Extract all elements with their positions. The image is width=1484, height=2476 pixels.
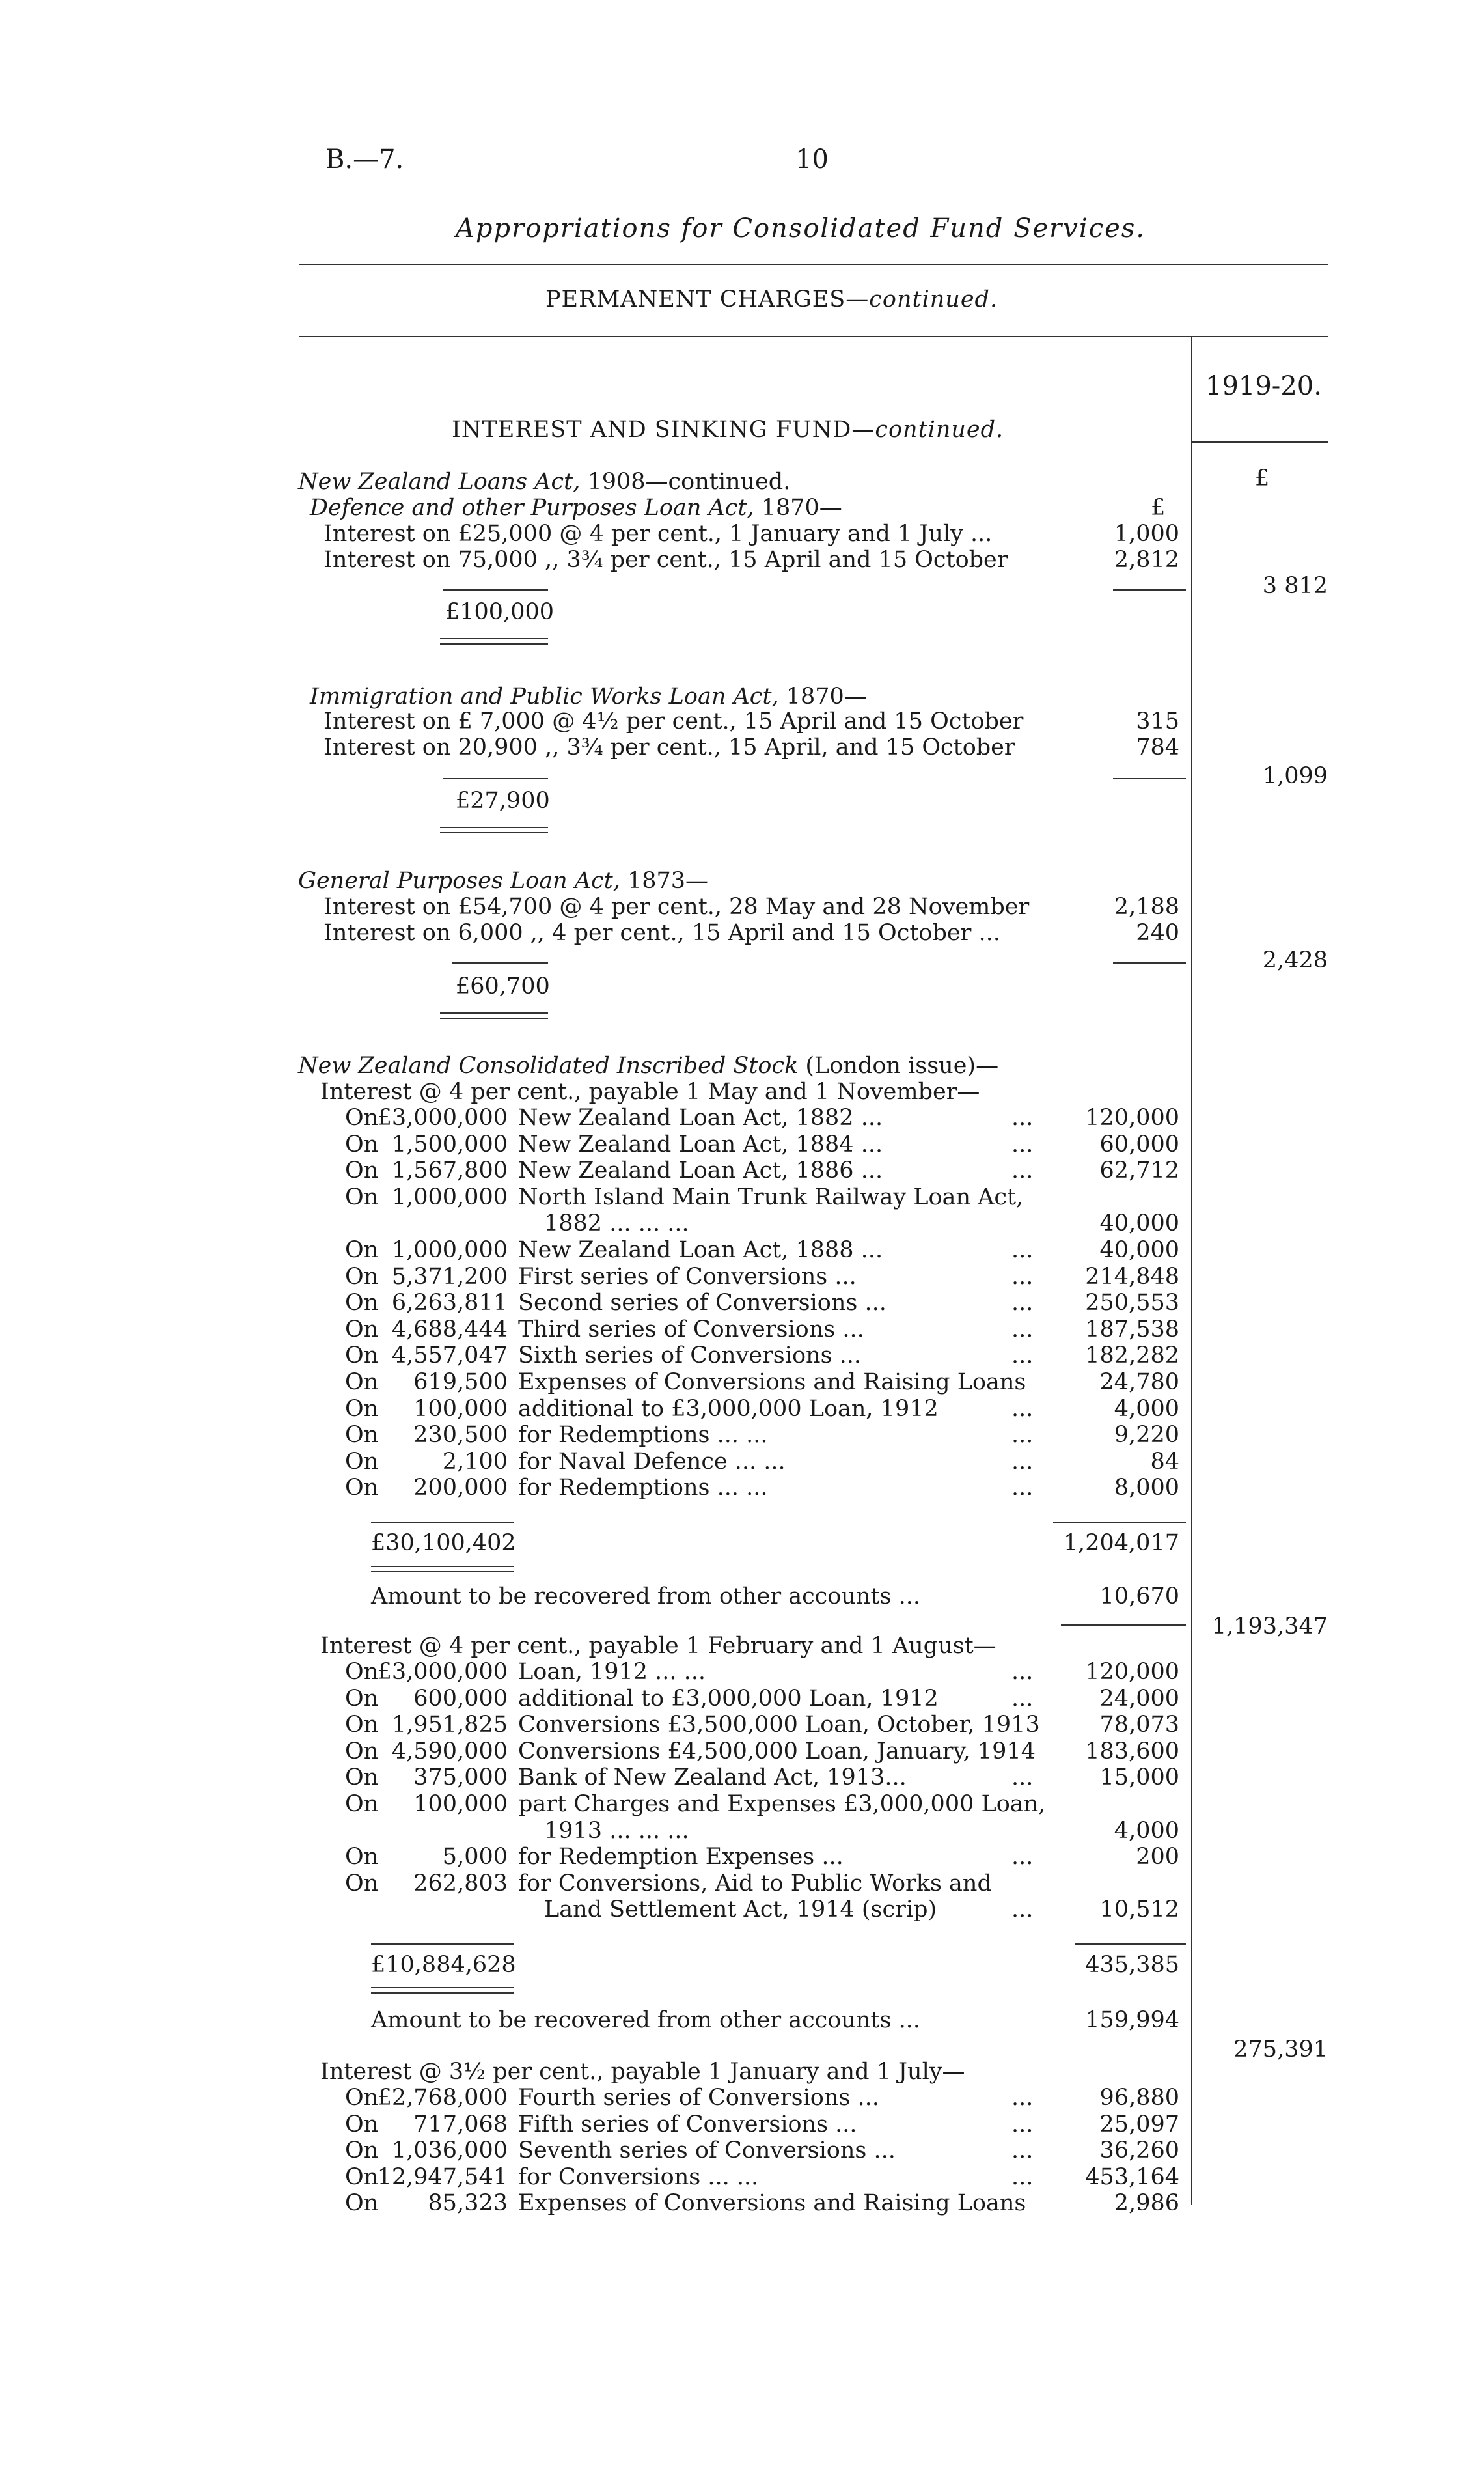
row-capital-amount: 4,557,047 (391, 1342, 508, 1369)
row-interest-value: 183,600 (1085, 1738, 1179, 1764)
row-capital-amount: 100,000 (413, 1791, 508, 1817)
stock-group2-intro: Interest @ 4 per cent., payable 1 February and 1 August— (320, 1633, 996, 1659)
row-description: Second series of Conversions ... (518, 1290, 886, 1316)
row-capital-amount: 1,036,000 (391, 2137, 508, 2164)
row-description: Third series of Conversions ... (518, 1316, 864, 1342)
defence-line-2: Interest on 75,000 ,, 3¾ per cent., 15 April and 15 October (323, 547, 1008, 573)
row-interest-value: 120,000 (1085, 1105, 1179, 1131)
row-interest-value: 36,260 (1099, 2137, 1179, 2164)
stock-group1-double-rule-b (371, 1571, 514, 1572)
row-on-label: On (345, 1395, 379, 1422)
general-capital-total: £60,700 (456, 973, 550, 999)
row-description: part Charges and Expenses £3,000,000 Loan, (518, 1791, 1046, 1817)
row-interest-value: 10,512 (1099, 1897, 1179, 1923)
row-leader-dots: ... (1011, 1316, 1034, 1342)
row-interest-value: 60,000 (1099, 1131, 1179, 1158)
row-interest-value: 25,097 (1099, 2111, 1179, 2137)
row-on-label: On (345, 1659, 379, 1685)
immigration-capital-total: £27,900 (456, 788, 550, 814)
row-interest-value: 96,880 (1099, 2085, 1179, 2111)
row-description: New Zealand Loan Act, 1888 ... (518, 1237, 883, 1263)
row-description: for Redemption Expenses ... (518, 1844, 844, 1871)
row-on-label: On (345, 1105, 379, 1131)
row-interest-value: 62,712 (1099, 1158, 1179, 1184)
row-on-label: On (345, 1448, 379, 1475)
stock-group1-net-rule (1061, 1624, 1186, 1626)
row-description: for Naval Defence ... ... (518, 1448, 786, 1475)
row-on-label: On (345, 1316, 379, 1342)
doc-code: B.—7. (325, 145, 404, 174)
stock-group1-double-rule-a (371, 1566, 514, 1567)
row-description: for Redemptions ... ... (518, 1422, 768, 1449)
row-description: New Zealand Loan Act, 1886 ... (518, 1158, 883, 1184)
page-title: Appropriations for Consolidated Fund Services. (456, 214, 1146, 243)
defence-amount-2: 2,812 (1114, 547, 1179, 573)
defence-total: 3 812 (1262, 573, 1328, 599)
stock-group2-double-rule-a (371, 1987, 514, 1988)
row-leader-dots: ... (1011, 1105, 1034, 1131)
row-leader-dots: ... (1011, 1475, 1034, 1501)
row-leader-dots: ... (1011, 2111, 1034, 2137)
row-on-label: On (345, 2085, 379, 2111)
row-interest-value: 4,000 (1114, 1817, 1179, 1844)
row-capital-amount: £3,000,000 (377, 1659, 508, 1685)
row-interest-value: 9,220 (1114, 1422, 1179, 1449)
general-sum-rule (1113, 962, 1186, 964)
row-capital-amount: 1,000,000 (391, 1237, 508, 1263)
stock-group1-total: 1,193,347 (1211, 1613, 1328, 1639)
immigration-double-rule-a (440, 827, 548, 828)
stock-group2-subtotal: 435,385 (1085, 1952, 1179, 1978)
row-capital-amount: 5,371,200 (391, 1263, 508, 1290)
pound-sign-total: £ (1255, 466, 1270, 492)
immigration-amount-2: 784 (1136, 734, 1179, 760)
row-interest-value: 15,000 (1099, 1764, 1179, 1791)
stock-group2-recover-label: Amount to be recovered from other accounts ... (371, 2007, 920, 2033)
row-interest-value: 453,164 (1085, 2163, 1179, 2190)
page-number: 10 (795, 145, 829, 174)
general-amount-2: 240 (1136, 920, 1179, 946)
row-leader-dots: ... (1011, 1422, 1034, 1449)
row-description: Fifth series of Conversions ... (518, 2111, 857, 2137)
immigration-line-1: Interest on £ 7,000 @ 4½ per cent., 15 April and 15 October (323, 708, 1024, 734)
immigration-total: 1,099 (1262, 763, 1328, 789)
row-capital-amount: £2,768,000 (377, 2085, 508, 2111)
row-capital-amount: 375,000 (413, 1764, 508, 1791)
header-rule (299, 264, 1328, 265)
row-on-label: On (345, 1131, 379, 1158)
row-leader-dots: ... (1011, 1897, 1034, 1923)
subtitle-rule (299, 336, 1328, 337)
defence-line-1: Interest on £25,000 @ 4 per cent., 1 January and 1 July ... (323, 521, 993, 547)
column-divider (1191, 336, 1192, 2205)
row-interest-value: 84 (1150, 1448, 1179, 1475)
row-leader-dots: ... (1011, 1342, 1034, 1369)
defence-capital-total: £100,000 (445, 599, 555, 625)
row-on-label: On (345, 1475, 379, 1501)
row-interest-value: 40,000 (1099, 1237, 1179, 1263)
general-double-rule-b (440, 1018, 548, 1019)
stock-group2-capital-rule (371, 1943, 514, 1945)
row-capital-amount: 4,688,444 (391, 1316, 508, 1342)
row-description: First series of Conversions ... (518, 1263, 857, 1290)
stock-heading: New Zealand Consolidated Inscribed Stock (London issue)— (298, 1053, 999, 1079)
row-interest-value: 250,553 (1085, 1290, 1179, 1316)
row-leader-dots: ... (1011, 1659, 1034, 1685)
defence-capital-rule (443, 589, 548, 591)
stock-group1-capital-total: £30,100,402 (371, 1530, 516, 1556)
row-capital-amount: 1,500,000 (391, 1131, 508, 1158)
general-capital-rule (452, 962, 548, 964)
row-capital-amount: 619,500 (413, 1369, 508, 1395)
defence-double-rule-b (440, 643, 548, 645)
row-capital-amount: 100,000 (413, 1395, 508, 1422)
row-capital-amount: 1,951,825 (391, 1712, 508, 1738)
general-total: 2,428 (1262, 947, 1328, 973)
row-on-label: On (345, 1184, 379, 1210)
row-interest-value: 78,073 (1099, 1712, 1179, 1738)
row-capital-amount: 4,590,000 (391, 1738, 508, 1764)
row-capital-amount: 2,100 (442, 1448, 508, 1475)
row-leader-dots: ... (1011, 1263, 1034, 1290)
year-heading-rule (1192, 441, 1328, 443)
row-interest-value: 4,000 (1114, 1395, 1179, 1422)
row-leader-dots: ... (1011, 1395, 1034, 1422)
stock-group1-sum-rule (1053, 1522, 1186, 1523)
row-on-label: On (345, 1422, 379, 1449)
row-interest-value: 200 (1136, 1844, 1179, 1871)
row-description: Expenses of Conversions and Raising Loans (518, 1369, 1026, 1395)
row-description: Bank of New Zealand Act, 1913... (518, 1764, 907, 1791)
stock-group1-intro: Interest @ 4 per cent., payable 1 May and 1 November— (320, 1079, 980, 1105)
section-title: INTEREST AND SINKING FUND—continued. (452, 417, 1004, 443)
stock-group2-capital-total: £10,884,628 (371, 1952, 516, 1978)
stock-group3-intro: Interest @ 3½ per cent., payable 1 January and 1 July— (320, 2059, 965, 2085)
stock-group2-total: 275,391 (1233, 2037, 1328, 2063)
row-capital-amount: 262,803 (413, 1870, 508, 1897)
general-amount-1: 2,188 (1114, 894, 1179, 920)
stock-group2-double-rule-b (371, 1992, 514, 1994)
row-description: North Island Main Trunk Railway Loan Act, (518, 1184, 1024, 1210)
row-interest-value: 8,000 (1114, 1475, 1179, 1501)
nz-loans-heading: New Zealand Loans Act, 1908—continued. (298, 469, 791, 495)
defence-double-rule-a (440, 638, 548, 639)
stock-group1-recover-value: 10,670 (1099, 1583, 1179, 1609)
row-on-label: On (345, 2163, 379, 2190)
row-on-label: On (345, 1158, 379, 1184)
row-leader-dots: ... (1011, 2085, 1034, 2111)
row-description: New Zealand Loan Act, 1884 ... (518, 1131, 883, 1158)
row-on-label: On (345, 1791, 379, 1817)
row-on-label: On (345, 1738, 379, 1764)
general-line-2: Interest on 6,000 ,, 4 per cent., 15 April and 15 October ... (323, 920, 1000, 946)
row-description: Conversions £4,500,000 Loan, January, 1914 (518, 1738, 1036, 1764)
row-description: 1882 ... ... ... (544, 1210, 689, 1237)
year-heading: 1919-20. (1205, 371, 1322, 401)
row-capital-amount: £3,000,000 (377, 1105, 508, 1131)
row-description: Loan, 1912 ... ... (518, 1659, 706, 1685)
row-on-label: On (345, 1870, 379, 1897)
row-interest-value: 24,780 (1099, 1369, 1179, 1395)
row-description: additional to £3,000,000 Loan, 1912 (518, 1685, 939, 1712)
row-capital-amount: 12,947,541 (377, 2163, 508, 2190)
row-description: for Conversions ... ... (518, 2163, 759, 2190)
row-description: Sixth series of Conversions ... (518, 1342, 862, 1369)
row-description: New Zealand Loan Act, 1882 ... (518, 1105, 883, 1131)
immigration-line-2: Interest on 20,900 ,, 3¾ per cent., 15 April, and 15 October (323, 734, 1015, 760)
row-interest-value: 2,986 (1114, 2190, 1179, 2217)
stock-group2-sum-rule (1075, 1943, 1186, 1945)
row-capital-amount: 1,000,000 (391, 1184, 508, 1210)
row-description: Land Settlement Act, 1914 (scrip) (544, 1897, 937, 1923)
row-on-label: On (345, 1844, 379, 1871)
row-on-label: On (345, 2111, 379, 2137)
row-leader-dots: ... (1011, 2163, 1034, 2190)
row-capital-amount: 717,068 (413, 2111, 508, 2137)
row-description: additional to £3,000,000 Loan, 1912 (518, 1395, 939, 1422)
immigration-capital-rule (443, 778, 548, 779)
row-capital-amount: 85,323 (428, 2190, 508, 2217)
row-description: Seventh series of Conversions ... (518, 2137, 896, 2164)
row-description: 1913 ... ... ... (544, 1817, 689, 1844)
stock-group2-recover-value: 159,994 (1085, 2007, 1179, 2033)
row-on-label: On (345, 1237, 379, 1263)
general-line-1: Interest on £54,700 @ 4 per cent., 28 May and 28 November (323, 894, 1030, 920)
row-on-label: On (345, 1263, 379, 1290)
row-leader-dots: ... (1011, 1844, 1034, 1871)
stock-group1-capital-rule (371, 1522, 514, 1523)
defence-sum-rule (1113, 589, 1186, 591)
row-interest-value: 214,848 (1085, 1263, 1179, 1290)
row-description: for Conversions, Aid to Public Works and (518, 1870, 992, 1897)
row-capital-amount: 1,567,800 (391, 1158, 508, 1184)
row-leader-dots: ... (1011, 1131, 1034, 1158)
immigration-double-rule-b (440, 832, 548, 833)
immigration-sum-rule (1113, 778, 1186, 779)
stock-group1-subtotal: 1,204,017 (1063, 1530, 1179, 1556)
row-leader-dots: ... (1011, 1237, 1034, 1263)
general-heading: General Purposes Loan Act, 1873— (298, 868, 709, 894)
row-on-label: On (345, 2137, 379, 2164)
row-leader-dots: ... (1011, 2137, 1034, 2164)
general-double-rule-a (440, 1012, 548, 1014)
row-interest-value: 187,538 (1085, 1316, 1179, 1342)
row-leader-dots: ... (1011, 1290, 1034, 1316)
row-capital-amount: 600,000 (413, 1685, 508, 1712)
row-description: Fourth series of Conversions ... (518, 2085, 879, 2111)
row-on-label: On (345, 1369, 379, 1395)
row-leader-dots: ... (1011, 1158, 1034, 1184)
row-leader-dots: ... (1011, 1448, 1034, 1475)
section-subtitle: PERMANENT CHARGES—continued. (545, 286, 998, 313)
row-capital-amount: 200,000 (413, 1475, 508, 1501)
immigration-heading: Immigration and Public Works Loan Act, 1870— (310, 684, 867, 710)
row-interest-value: 120,000 (1085, 1659, 1179, 1685)
row-on-label: On (345, 1342, 379, 1369)
row-interest-value: 40,000 (1099, 1210, 1179, 1237)
row-description: Conversions £3,500,000 Loan, October, 1913 (518, 1712, 1040, 1738)
row-capital-amount: 230,500 (413, 1422, 508, 1449)
row-leader-dots: ... (1011, 1764, 1034, 1791)
row-description: for Redemptions ... ... (518, 1475, 768, 1501)
immigration-amount-1: 315 (1136, 708, 1179, 734)
row-capital-amount: 6,263,811 (391, 1290, 508, 1316)
row-on-label: On (345, 1290, 379, 1316)
stock-group1-recover-label: Amount to be recovered from other accounts ... (371, 1583, 920, 1609)
row-capital-amount: 5,000 (442, 1844, 508, 1871)
row-leader-dots: ... (1011, 1685, 1034, 1712)
row-interest-value: 24,000 (1099, 1685, 1179, 1712)
defence-amount-1: 1,000 (1114, 521, 1179, 547)
row-description: Expenses of Conversions and Raising Loans (518, 2190, 1026, 2217)
row-interest-value: 182,282 (1085, 1342, 1179, 1369)
row-on-label: On (345, 1764, 379, 1791)
row-on-label: On (345, 1685, 379, 1712)
pound-sign-items: £ (1151, 495, 1166, 521)
defence-heading: Defence and other Purposes Loan Act, 1870— (310, 495, 842, 521)
row-on-label: On (345, 2190, 379, 2217)
row-on-label: On (345, 1712, 379, 1738)
